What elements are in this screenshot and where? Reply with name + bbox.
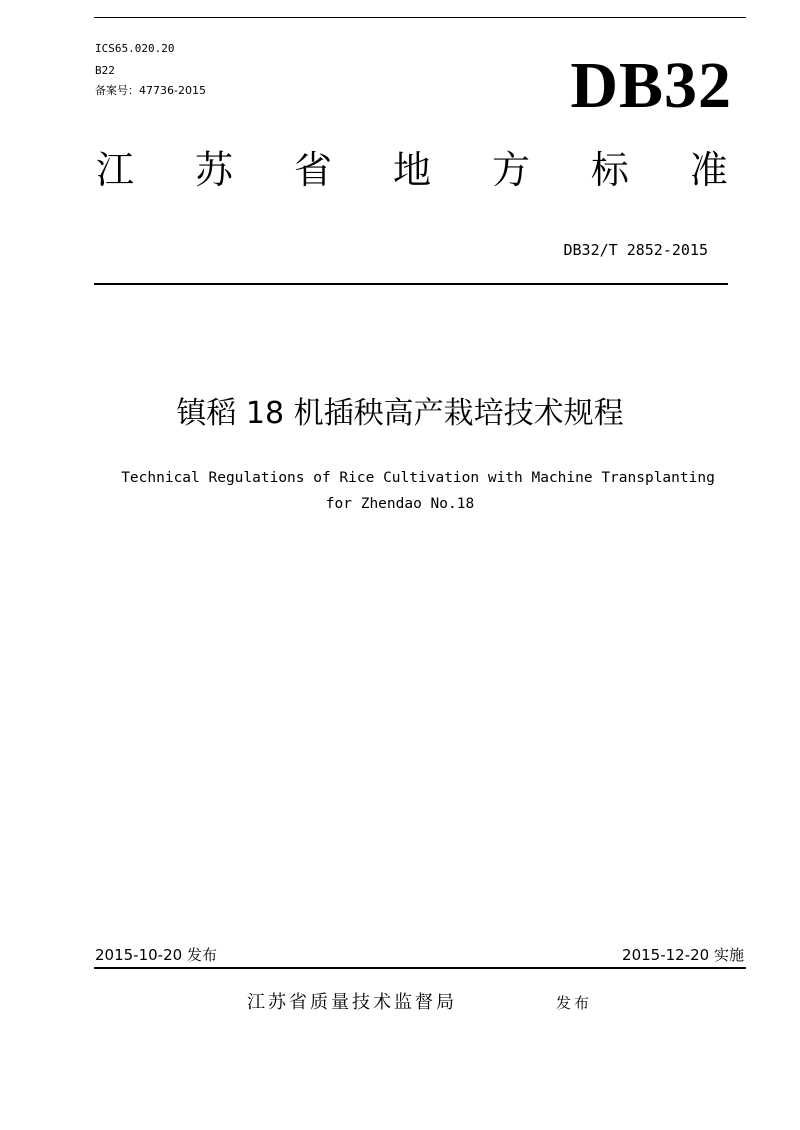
footer-divider bbox=[94, 967, 746, 969]
issuing-authority: 江苏省质量技术监督局 bbox=[247, 992, 457, 1013]
standard-type-char: 苏 bbox=[194, 148, 233, 192]
standard-type-char: 江 bbox=[96, 148, 135, 192]
record-number: 备案号：47736-2015 bbox=[95, 84, 206, 97]
header-divider bbox=[94, 283, 728, 285]
ics-code: ICS65.020.20 bbox=[95, 42, 175, 55]
document-title-en-line2: for Zhendao No.18 bbox=[325, 496, 475, 512]
standard-type-heading bbox=[96, 144, 728, 196]
ccs-code: B22 bbox=[95, 64, 115, 77]
standard-number: DB32/T 2852-2015 bbox=[563, 241, 708, 259]
standard-type-char: 省 bbox=[293, 148, 332, 192]
db-code-logo: DB32 bbox=[570, 49, 732, 122]
standard-type-char: 地 bbox=[392, 148, 431, 192]
document-title-en-line1: Technical Regulations of Rice Cultivation with Machine Transplanting bbox=[121, 470, 715, 486]
implementation-date: 2015-12-20 实施 bbox=[622, 946, 744, 964]
standard-type-char: 方 bbox=[491, 148, 530, 192]
standard-type-char: 准 bbox=[689, 148, 728, 192]
document-title-cn: 镇稻 18 机插秧高产栽培技术规程 bbox=[176, 396, 624, 431]
issue-date: 2015-10-20 发布 bbox=[95, 946, 217, 964]
top-divider bbox=[94, 17, 746, 18]
issuing-authority-suffix: 发布 bbox=[556, 994, 593, 1012]
standard-type-char: 标 bbox=[590, 148, 629, 192]
